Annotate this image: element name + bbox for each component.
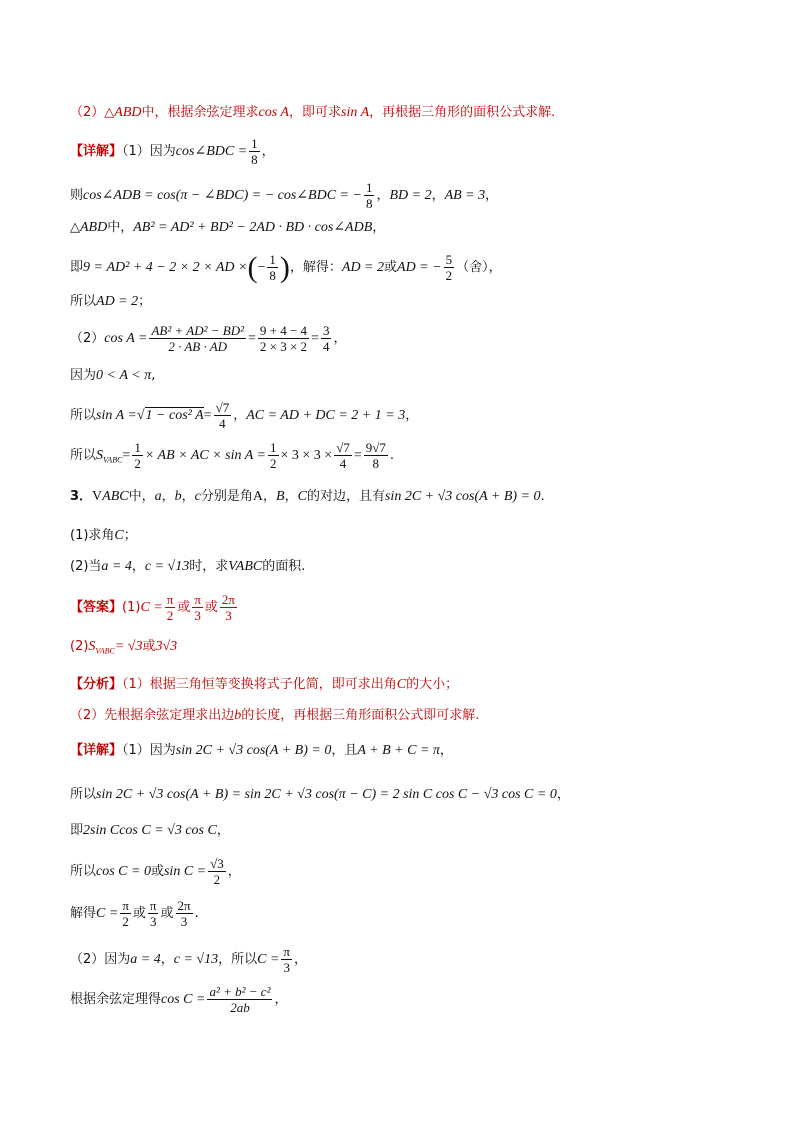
fraction: $\frac{3}{4}$ (322, 323, 330, 354)
question-3-part-2: (2)当a = 4，c = √13时，求VABC的面积. (70, 559, 306, 574)
fraction: $\frac{\text{AB² + AD² − BD²}}{2 \cdot AB \cdot AD}$ (151, 323, 244, 354)
solution-step-2: 则cos∠ADB = cos(π − ∠BDC) = − cos∠BDC = − $\frac{1}{8}$ ，BD = 2，AB = 3， (70, 180, 499, 211)
fraction: $\frac{1}{8}$ (251, 136, 258, 167)
solution-step-4: 即9 = AD² + 4 − 2 × 2 × AD ×(− $\frac{1}{8}$ )，解得：AD = 2或AD = − $\frac{5}{2}$ （舍）， (70, 250, 502, 284)
fraction: $\frac{1}{2}$ (134, 440, 141, 471)
fraction: $\frac{√7}{4}$ (336, 440, 350, 471)
fraction: $\frac{\pi}{3}$ (149, 898, 157, 929)
fraction: $\frac{1}{8}$ (269, 252, 276, 283)
answer-part-2: $(2)S_{VABC}= √3$或3√3 (70, 639, 178, 656)
solution-step-3: △ABD中，AB² = AD² + BD² − 2AD · BD · cos∠ADB， (70, 220, 386, 235)
fraction: $\frac{1}{2}$ (270, 440, 277, 471)
detail-step-4: 所以cos C = 0或sin C = $\frac{√3}{2}$ ， (70, 856, 241, 887)
solution-step-6: （2）cos A = $\frac{\text{AB² + AD² − BD²}}{2 \cdot AB \cdot AD}$ = $\frac{9 + 4 - 4}{2 \times 3 \times 2}$ = $\frac{3}{4}$ ， (70, 323, 347, 354)
fraction: $\frac{\pi}{3}$ (194, 592, 201, 623)
solution-step-5: 所以AD = 2； (70, 294, 152, 309)
question-3-part-1: (1)求角C； (70, 528, 137, 543)
answer-part-1: 【答案】(1)C = $\frac{\pi}{2}$ 或 $\frac{\pi}{3}$ 或 $\frac{2\pi}{3}$ (70, 592, 235, 623)
question-3: 3．VABC中，a，b，c分别是角A，B，C的对边，且有sin 2C + √3 cos(A + B) = 0. (70, 489, 545, 504)
detail-step-7: 根据余弦定理得cos C = $\frac{\text{a² + b² − c²}}{2ab}$ ， (70, 984, 288, 1015)
analysis-part2-line: （2）△ABD中，根据余弦定理求cos A，即可求sin A，再根据三角形的面积公式求解. (70, 105, 556, 120)
fraction: $\frac{\pi}{3}$ (283, 944, 290, 975)
fraction: $\frac{\pi}{2}$ (122, 898, 129, 929)
fraction: $\frac{2\pi}{3}$ (221, 592, 235, 623)
fraction: $\frac{9√7}{8}$ (365, 440, 386, 471)
solution-step-9: 所以$S_{VABC}=$ $\frac{1}{2}$ × AB × AC × sin A = $\frac{1}{2}$ × 3 × 3 × $\frac{√7}{4}$ = $\frac{9√7}{8}$ . (70, 440, 395, 471)
detail-step-5: 解得C = $\frac{\pi}{2}$ 或 $\frac{\pi}{3}$ 或 $\frac{2\pi}{3}$ . (70, 898, 199, 929)
fraction: $\frac{\text{a² + b² − c²}}{2ab}$ (209, 984, 271, 1015)
solution-step-1: 【详解】（1）因为cos∠BDC = $\frac{1}{8}$ ， (70, 136, 275, 167)
detail-step-3: 即2sin Ccos C = √3 cos C， (70, 823, 230, 838)
solution-step-7: 因为0 < A < π, (70, 368, 156, 383)
detail-step-2: 所以sin 2C + √3 cos(A + B) = sin 2C + √3 cos(π − C) = 2 sin C cos C − √3 cos C = 0， (70, 787, 570, 802)
analysis-part-1: 【分析】（1）根据三角恒等变换将式子化简，即可求出角C的大小； (70, 677, 459, 692)
fraction: $\frac{2\pi}{3}$ (177, 898, 191, 929)
detail-step-6: （2）因为a = 4，c = √13，所以C = $\frac{\pi}{3}$ ， (70, 944, 308, 975)
analysis-part-2: （2）先根据余弦定理求出边b的长度，再根据三角形面积公式即可求解. (70, 708, 480, 723)
fraction: $\frac{√7}{4}$ (215, 400, 230, 431)
fraction: $\frac{√3}{2}$ (210, 856, 224, 887)
fraction: $\frac{9 + 4 - 4}{2 \times 3 \times 2}$ (259, 323, 308, 354)
detail-step-1: 【详解】（1）因为sin 2C + √3 cos(A + B) = 0，且A + B + C = π， (70, 743, 453, 758)
fraction: $\frac{5}{2}$ (445, 252, 453, 283)
fraction: $\frac{\pi}{2}$ (166, 592, 174, 623)
solution-step-8: 所以sin A =√1 − cos² A= $\frac{√7}{4}$ ，AC = AD + DC = 2 + 1 = 3， (70, 400, 419, 431)
fraction: $\frac{1}{8}$ (365, 180, 373, 211)
